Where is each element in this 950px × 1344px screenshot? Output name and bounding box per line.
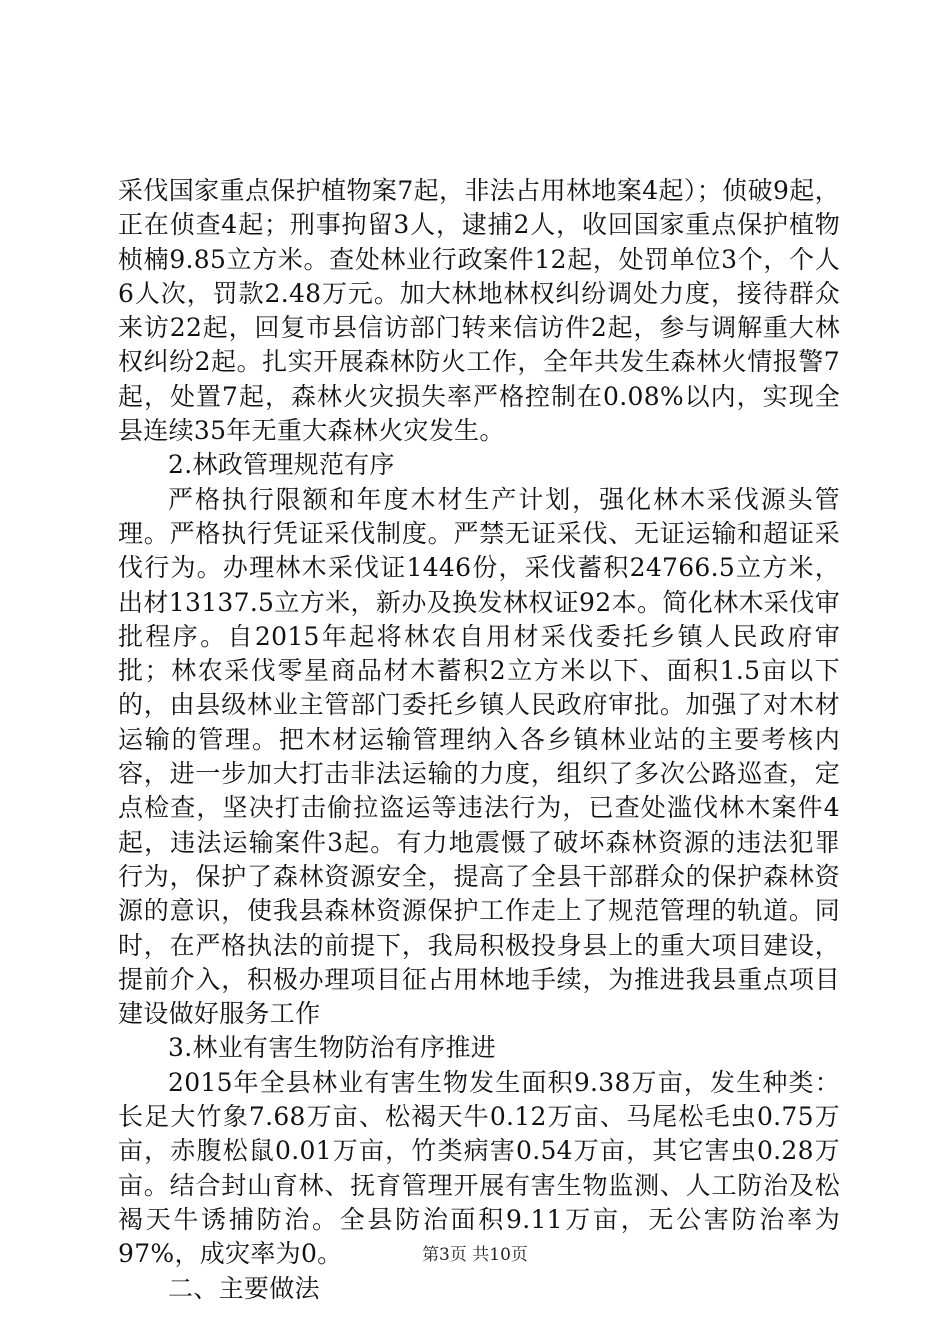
document-body — [118, 174, 840, 1306]
section-heading-pest-control: 3.林业有害生物防治有序推进 — [168, 1033, 497, 1063]
section-heading-forest-administration: 2.林政管理规范有序 — [168, 450, 395, 480]
page-footer: 第3页 共10页 — [422, 1245, 528, 1265]
paragraph-case-statistics: 采伐国家重点保护植物案7起，非法占用林地案4起）；侦破9起，正在侦查4起；刑事拘留3人，逮捕2人，收回国家重点保护植物桢楠9.85立方米。查处林业行政案件12起，处罚单位3个，个人6人次，罚款2.48万元。加大林地林权纠纷调处力度，接待群众来访22起，回复市县信访部门转来信访件2起，参与调解重大林权纠纷2起。扎实开展森林防火工作，全年共发生森林火情报警7起，处置7起，森林火灾损失率严格控制在0.08%以内，实现全县连续35年无重大森林火灾发生。 — [118, 176, 840, 446]
paragraph-pest-control: 2015年全县林业有害生物发生面积9.38万亩，发生种类：长足大竹象7.68万亩、松褐天牛0.12万亩、马尾松毛虫0.75万亩，赤腹松鼠0.01万亩，竹类病害0.54万亩，其它害虫0.28万亩。结合封山育林、抚育管理开展有害生物监测、人工防治及松褐天牛诱捕防治。全县防治面积9.11万亩，无公害防治率为97%，成灾率为0。 — [118, 1067, 840, 1269]
section-heading-main-practices: 二、主要做法 — [168, 1273, 320, 1303]
paragraph-forest-administration: 严格执行限额和年度木材生产计划，强化林木采伐源头管理。严格执行凭证采伐制度。严禁无证采伐、无证运输和超证采伐行为。办理林木采伐证1446份，采伐蓄积24766.5立方米，出材13137.5立方米，新办及换发林权证92本。简化林木采伐审批程序。自2015年起将林农自用材采伐委托乡镇人民政府审批；林农采伐零星商品材木蓄积2立方米以下、面积1.5亩以下的，由县级林业主管部门委托乡镇人民政府审批。加强了对木材运输的管理。把木材运输管理纳入各乡镇林业站的主要考核内容，进一步加大打击非法运输的力度，组织了多次公路巡查，定点检查，坚决打击偷拉盗运等违法行为，已查处滥伐林木案件4起，违法运输案件3起。有力地震慑了破坏森林资源的违法犯罪行为，保护了森林资源安全，提高了全县干部群众的保护森林资源的意识，使我县森林资源保护工作走上了规范管理的轨道。同时，在严格执法的前提下，我局积极投身县上的重大项目建设，提前介入，积极办理项目征占用林地手续，为推进我县重点项目建设做好服务工作 — [118, 484, 840, 1029]
